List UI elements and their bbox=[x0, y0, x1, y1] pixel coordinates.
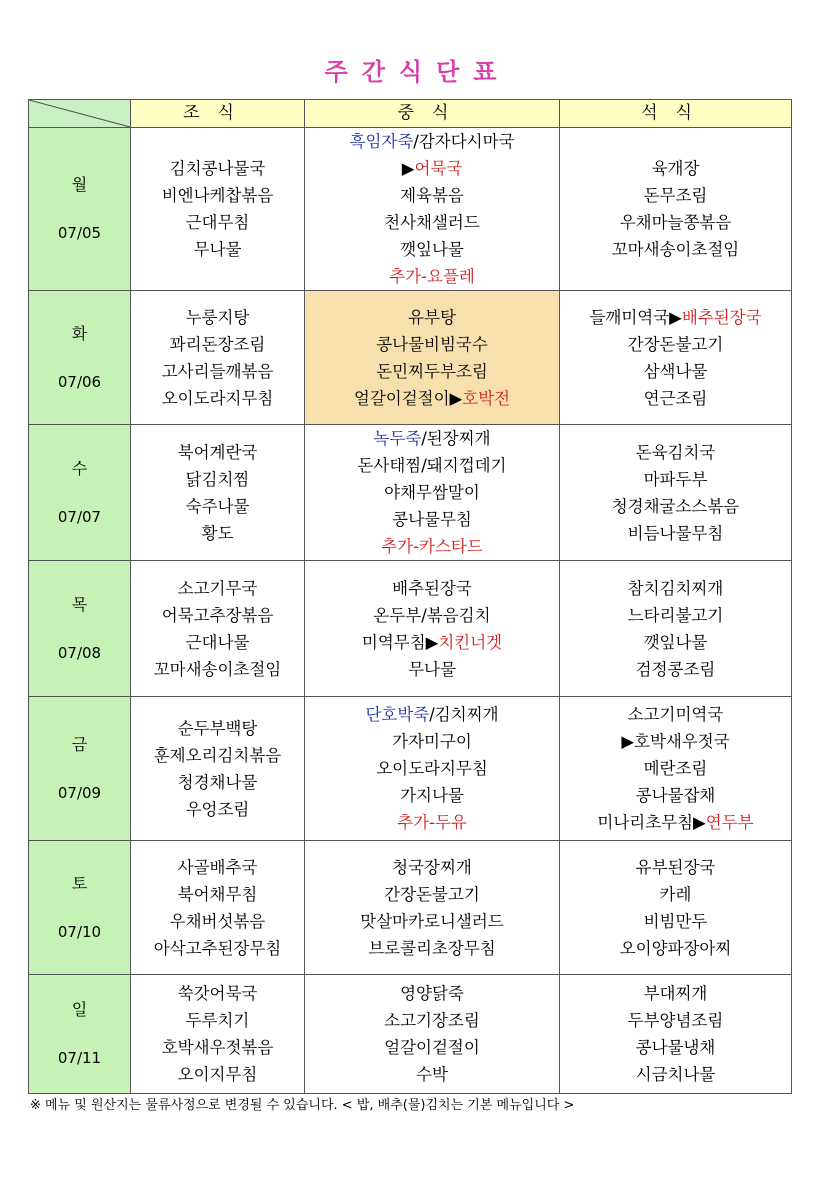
menu-item bbox=[560, 701, 791, 728]
menu-item bbox=[305, 128, 559, 155]
menu-text: 간장돈불고기 bbox=[384, 884, 480, 904]
breakfast-cell bbox=[131, 561, 305, 697]
day-date: 07/06 bbox=[57, 372, 102, 391]
menu-text: 가지나물 bbox=[400, 786, 464, 805]
menu-text: 황도 bbox=[201, 523, 234, 543]
menu-item bbox=[305, 263, 559, 290]
menu-item bbox=[560, 1007, 791, 1034]
menu-text: 야채무쌈말이 bbox=[384, 483, 480, 502]
lunch-cell bbox=[305, 697, 560, 841]
menu-text: 비듬나물무침 bbox=[627, 523, 724, 543]
menu-text: 청경채나물 bbox=[177, 772, 258, 792]
breakfast-cell bbox=[131, 841, 305, 975]
day-date: 07/08 bbox=[57, 643, 102, 662]
menu-item bbox=[305, 331, 559, 358]
day-date: 07/05 bbox=[57, 224, 102, 242]
menu-text: 흑임자죽 bbox=[349, 132, 414, 151]
menu-text: 김치콩나물국 bbox=[169, 159, 266, 178]
menu-item bbox=[560, 439, 791, 466]
menu-item bbox=[305, 656, 559, 683]
menu-text: 깻잎나물 bbox=[400, 240, 464, 259]
day-row bbox=[29, 425, 792, 561]
menu-item bbox=[305, 782, 559, 809]
menu-item bbox=[560, 782, 791, 809]
menu-item bbox=[560, 755, 791, 782]
day-row bbox=[29, 128, 792, 291]
menu-item bbox=[305, 479, 559, 506]
menu-text: ▶호박새우젓국 bbox=[621, 732, 730, 751]
menu-text: 돈민찌두부조림 bbox=[376, 361, 488, 381]
menu-item bbox=[131, 602, 304, 629]
day-cell bbox=[29, 561, 131, 697]
menu-item bbox=[305, 908, 559, 935]
menu-text: 사골배추국 bbox=[177, 857, 258, 877]
menu-item bbox=[305, 728, 559, 755]
dinner-cell bbox=[560, 841, 792, 975]
menu-item bbox=[560, 385, 791, 412]
menu-text: 추가-카스타드 bbox=[381, 537, 483, 556]
menu-item bbox=[560, 236, 791, 263]
menu-text: ▶ bbox=[449, 388, 463, 408]
day-name: 화 bbox=[71, 323, 88, 343]
menu-text: 꼬마새송이초절임 bbox=[611, 240, 740, 259]
menu-item bbox=[305, 425, 559, 452]
menu-text: 북어채무침 bbox=[177, 884, 258, 904]
menu-text: 제육볶음 bbox=[400, 186, 464, 205]
menu-item bbox=[560, 980, 791, 1007]
menu-text: 비빔만두 bbox=[643, 911, 708, 931]
menu-item bbox=[131, 715, 304, 742]
menu-item bbox=[131, 629, 304, 656]
menu-text: 콩나물냉채 bbox=[635, 1038, 716, 1057]
lunch-cell bbox=[305, 975, 560, 1094]
menu-text: 간장돈불고기 bbox=[627, 334, 724, 354]
menu-text: 오이양파장아찌 bbox=[619, 938, 732, 958]
dinner-cell bbox=[560, 697, 792, 841]
menu-text: 쑥갓어묵국 bbox=[177, 984, 258, 1003]
menu-text: 메란조림 bbox=[643, 759, 708, 778]
menu-text: 돈무조림 bbox=[643, 186, 708, 205]
menu-text: 소고기미역국 bbox=[627, 705, 724, 724]
menu-text: 콩나물비빔국수 bbox=[376, 334, 488, 354]
menu-item bbox=[305, 701, 559, 728]
menu-text: 청국장찌개 bbox=[392, 857, 472, 877]
menu-text: 치킨너겟 bbox=[438, 632, 503, 652]
menu-text: 소고기장조림 bbox=[384, 1011, 480, 1030]
menu-text: 누룽지탕 bbox=[185, 307, 250, 327]
menu-item bbox=[560, 209, 791, 236]
menu-text: 유부된장국 bbox=[635, 857, 716, 877]
menu-item bbox=[560, 358, 791, 385]
menu-text: 시금치나물 bbox=[635, 1065, 716, 1084]
menu-item bbox=[131, 439, 304, 466]
day-date: 07/10 bbox=[57, 922, 102, 941]
menu-text: ▶ bbox=[425, 632, 439, 652]
menu-item bbox=[131, 304, 304, 331]
menu-item bbox=[560, 602, 791, 629]
menu-text: 느타리불고기 bbox=[627, 605, 724, 625]
menu-text: 오이지무침 bbox=[177, 1065, 258, 1084]
day-cell bbox=[29, 291, 131, 425]
header-breakfast: 조식 bbox=[131, 100, 305, 128]
breakfast-cell bbox=[131, 425, 305, 561]
menu-item bbox=[131, 155, 304, 182]
menu-item bbox=[560, 155, 791, 182]
menu-item bbox=[131, 1007, 304, 1034]
dinner-cell bbox=[560, 291, 792, 425]
menu-text: 꽈리돈장조림 bbox=[169, 334, 266, 354]
menu-item bbox=[305, 209, 559, 236]
menu-item bbox=[305, 1034, 559, 1061]
menu-text: 돈사태찜/돼지껍데기 bbox=[357, 456, 507, 475]
menu-text: 호박전 bbox=[462, 388, 511, 408]
lunch-cell bbox=[305, 128, 560, 291]
menu-text: 추가-두유 bbox=[397, 813, 467, 832]
menu-item bbox=[305, 1061, 559, 1088]
menu-text: 어묵고추장볶음 bbox=[161, 605, 274, 625]
menu-item bbox=[305, 980, 559, 1007]
menu-text: 추가-요플레 bbox=[389, 267, 475, 286]
menu-text: /된장찌개 bbox=[421, 429, 491, 448]
day-name: 금 bbox=[71, 734, 88, 754]
menu-item bbox=[560, 728, 791, 755]
menu-body bbox=[29, 128, 792, 1094]
menu-text: 우엉조림 bbox=[185, 799, 250, 819]
menu-item bbox=[560, 466, 791, 493]
menu-item bbox=[131, 385, 304, 412]
menu-item bbox=[560, 520, 791, 547]
menu-item bbox=[305, 155, 559, 182]
menu-text: 삼색나물 bbox=[643, 361, 708, 381]
dinner-cell bbox=[560, 128, 792, 291]
menu-text: 들깨미역국 bbox=[589, 307, 670, 327]
menu-item bbox=[560, 493, 791, 520]
menu-text: 천사채샐러드 bbox=[384, 213, 480, 232]
day-row bbox=[29, 291, 792, 425]
menu-item bbox=[560, 331, 791, 358]
menu-item bbox=[131, 1061, 304, 1088]
menu-item bbox=[560, 809, 791, 836]
menu-item bbox=[131, 742, 304, 769]
menu-item bbox=[131, 236, 304, 263]
menu-text: 육개장 bbox=[651, 159, 700, 178]
menu-text: 소고기무국 bbox=[177, 578, 258, 598]
menu-item bbox=[560, 881, 791, 908]
header-dinner: 석식 bbox=[560, 100, 792, 128]
menu-text: 우채마늘쫑볶음 bbox=[619, 213, 732, 232]
menu-item bbox=[305, 575, 559, 602]
menu-text: /김치찌개 bbox=[429, 705, 499, 724]
menu-text: 부대찌개 bbox=[643, 984, 708, 1003]
menu-text: 순두부백탕 bbox=[177, 718, 258, 738]
menu-text: 참치김치찌개 bbox=[627, 578, 724, 598]
corner-cell bbox=[29, 100, 131, 128]
day-cell bbox=[29, 697, 131, 841]
day-cell bbox=[29, 128, 131, 291]
menu-text: 브로콜리초장무침 bbox=[368, 938, 496, 958]
menu-text: 돈육김치국 bbox=[635, 442, 716, 462]
day-date: 07/11 bbox=[57, 1049, 102, 1067]
lunch-cell bbox=[305, 291, 560, 425]
menu-item bbox=[131, 881, 304, 908]
menu-text: 오이도라지무침 bbox=[161, 388, 274, 408]
menu-text: 콩나물무침 bbox=[392, 510, 472, 529]
menu-item bbox=[560, 854, 791, 881]
menu-text: 콩나물잡채 bbox=[635, 786, 716, 805]
menu-text: 아삭고추된장무침 bbox=[153, 938, 282, 958]
menu-text: 미역무침 bbox=[361, 632, 426, 652]
menu-item bbox=[131, 466, 304, 493]
breakfast-cell bbox=[131, 697, 305, 841]
menu-item bbox=[560, 656, 791, 683]
day-cell bbox=[29, 425, 131, 561]
menu-item bbox=[560, 1061, 791, 1088]
menu-item bbox=[560, 575, 791, 602]
menu-item bbox=[305, 854, 559, 881]
menu-item bbox=[560, 182, 791, 209]
day-row bbox=[29, 841, 792, 975]
menu-text: ▶ bbox=[669, 307, 682, 327]
menu-item bbox=[305, 533, 559, 560]
menu-text: 온두부/볶음김치 bbox=[373, 605, 491, 625]
menu-item bbox=[560, 304, 791, 331]
menu-item bbox=[131, 520, 304, 547]
day-name: 일 bbox=[71, 1000, 88, 1019]
menu-text: 카레 bbox=[659, 884, 692, 904]
day-row bbox=[29, 697, 792, 841]
menu-text: 근대무침 bbox=[185, 213, 250, 232]
day-cell bbox=[29, 975, 131, 1094]
menu-text: 연근조림 bbox=[643, 388, 708, 408]
day-date: 07/09 bbox=[57, 783, 102, 802]
menu-text: 두부양념조림 bbox=[627, 1011, 724, 1030]
menu-text: 닭김치찜 bbox=[185, 469, 250, 489]
weekly-menu-table bbox=[28, 99, 792, 1094]
dinner-cell bbox=[560, 975, 792, 1094]
footnote: ※ 메뉴 및 원산지는 물류사정으로 변경될 수 있습니다. < 밥, 배추(물)김치는 기본 메뉴입니다 > bbox=[30, 1098, 575, 1113]
menu-item bbox=[305, 385, 559, 412]
menu-text: 호박새우젓볶음 bbox=[161, 1038, 274, 1057]
breakfast-cell bbox=[131, 291, 305, 425]
header-lunch: 중식 bbox=[305, 100, 560, 128]
menu-item bbox=[131, 182, 304, 209]
menu-text: 꼬마새송이초절임 bbox=[153, 659, 282, 679]
menu-text: 오이도라지무침 bbox=[376, 759, 488, 778]
menu-item bbox=[131, 331, 304, 358]
diagonal-line bbox=[29, 100, 130, 127]
menu-item bbox=[131, 575, 304, 602]
menu-text: 두루치기 bbox=[185, 1011, 250, 1030]
menu-text: 가자미구이 bbox=[392, 732, 472, 751]
menu-item bbox=[305, 236, 559, 263]
day-name: 수 bbox=[71, 458, 88, 478]
menu-item bbox=[131, 358, 304, 385]
breakfast-cell bbox=[131, 128, 305, 291]
menu-text: ▶ bbox=[693, 813, 706, 832]
menu-item bbox=[560, 935, 791, 962]
menu-item bbox=[305, 602, 559, 629]
menu-text: 깻잎나물 bbox=[643, 632, 708, 652]
menu-text: 우채버섯볶음 bbox=[169, 911, 266, 931]
menu-text: 마파두부 bbox=[643, 469, 708, 489]
day-name: 토 bbox=[71, 873, 88, 893]
menu-item bbox=[131, 1034, 304, 1061]
menu-item bbox=[131, 796, 304, 823]
menu-item bbox=[560, 908, 791, 935]
dinner-cell bbox=[560, 561, 792, 697]
menu-text: 검정콩조림 bbox=[635, 659, 716, 679]
menu-text: 영양닭죽 bbox=[400, 984, 464, 1003]
day-name: 목 bbox=[71, 594, 88, 614]
menu-item bbox=[305, 506, 559, 533]
day-row bbox=[29, 561, 792, 697]
menu-item bbox=[305, 304, 559, 331]
menu-item bbox=[305, 809, 559, 836]
menu-text: 미나리초무침 bbox=[597, 813, 694, 832]
menu-text: 배추된장국 bbox=[681, 307, 762, 327]
menu-text: ▶ bbox=[401, 159, 415, 178]
menu-item bbox=[560, 629, 791, 656]
dinner-cell bbox=[560, 425, 792, 561]
day-cell bbox=[29, 841, 131, 975]
menu-text: 얼갈이겉절이 bbox=[384, 1038, 480, 1057]
menu-text: 어묵국 bbox=[414, 159, 463, 178]
day-row bbox=[29, 975, 792, 1094]
menu-text: 녹두죽 bbox=[373, 429, 422, 448]
menu-item bbox=[305, 935, 559, 962]
menu-item bbox=[131, 209, 304, 236]
page-title: 주간식단표 bbox=[324, 58, 511, 86]
menu-text: 고사리들깨볶음 bbox=[161, 361, 274, 381]
menu-text: 비엔나케찹볶음 bbox=[161, 186, 274, 205]
menu-text: 유부탕 bbox=[408, 307, 456, 327]
menu-text: 연두부 bbox=[705, 813, 754, 832]
menu-item bbox=[305, 755, 559, 782]
menu-text: 수박 bbox=[416, 1065, 448, 1084]
menu-item bbox=[305, 358, 559, 385]
menu-text: /감자다시마국 bbox=[413, 132, 515, 151]
menu-text: 근대나물 bbox=[185, 632, 250, 652]
menu-text: 얼갈이겉절이 bbox=[353, 388, 450, 408]
menu-item bbox=[131, 493, 304, 520]
menu-text: 맛살마카로니샐러드 bbox=[360, 911, 504, 931]
lunch-cell bbox=[305, 425, 560, 561]
menu-text: 무나물 bbox=[408, 659, 456, 679]
menu-text: 단호박죽 bbox=[365, 705, 430, 724]
lunch-cell bbox=[305, 561, 560, 697]
header-row bbox=[29, 100, 792, 128]
lunch-cell bbox=[305, 841, 560, 975]
menu-text: 북어계란국 bbox=[177, 442, 258, 462]
breakfast-cell bbox=[131, 975, 305, 1094]
menu-item bbox=[131, 935, 304, 962]
menu-item bbox=[131, 980, 304, 1007]
day-name: 월 bbox=[71, 175, 88, 194]
menu-item bbox=[305, 452, 559, 479]
menu-item bbox=[131, 656, 304, 683]
menu-item bbox=[131, 854, 304, 881]
menu-item bbox=[305, 881, 559, 908]
menu-item bbox=[560, 1034, 791, 1061]
menu-text: 배추된장국 bbox=[392, 578, 472, 598]
menu-item bbox=[305, 182, 559, 209]
menu-text: 무나물 bbox=[193, 240, 242, 259]
menu-item bbox=[305, 629, 559, 656]
menu-text: 청경채굴소스볶음 bbox=[611, 496, 740, 516]
menu-text: 숙주나물 bbox=[185, 496, 250, 516]
day-date: 07/07 bbox=[57, 507, 102, 526]
menu-text: 훈제오리김치볶음 bbox=[153, 745, 282, 765]
menu-item bbox=[131, 908, 304, 935]
menu-item bbox=[131, 769, 304, 796]
menu-item bbox=[305, 1007, 559, 1034]
